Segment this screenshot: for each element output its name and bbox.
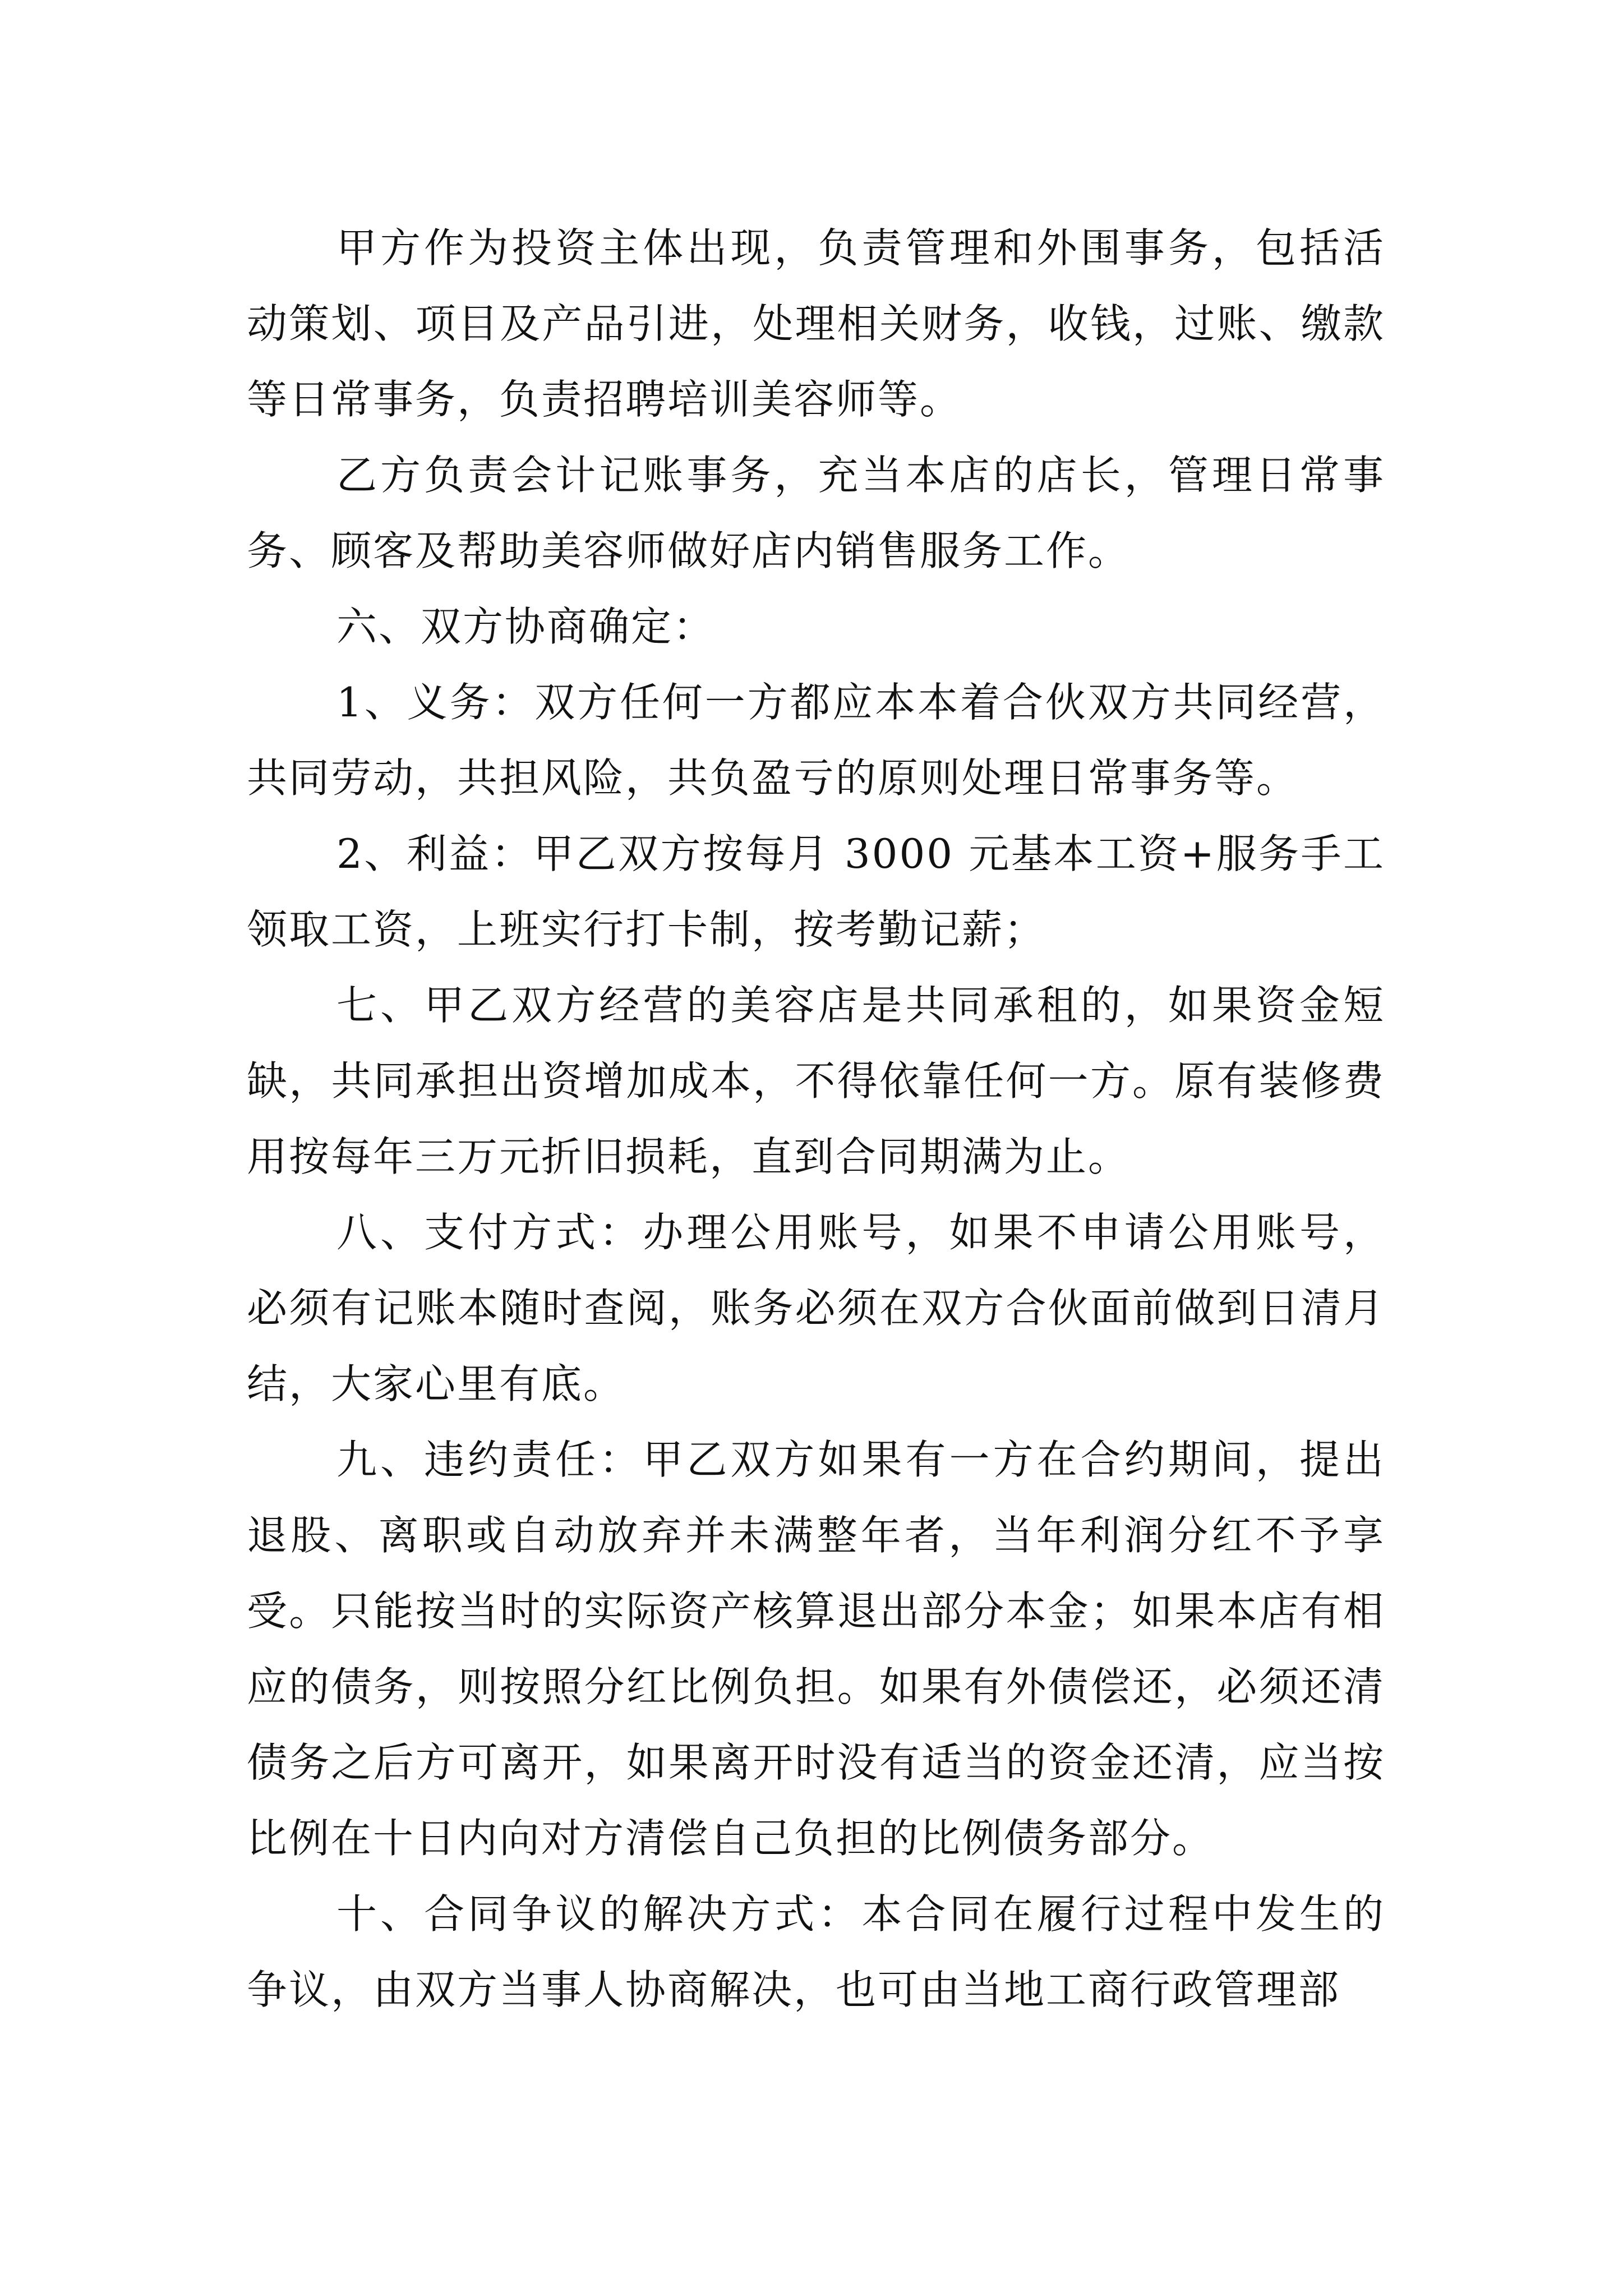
paragraph-benefits: 2、利益：甲乙双方按每月 3000 元基本工资+服务手工领取工资，上班实行打卡制，按考勤记薪； bbox=[247, 830, 1385, 953]
paragraph-obligations: 1、义务：双方任何一方都应本本着合伙双方共同经营，共同劳动，共担风险，共负盈亏的原则处理日常事务等。 bbox=[247, 679, 1385, 802]
section-nine-liability: 九、违约责任：甲乙双方如果有一方在合约期间，提出退股、离职或自动放弃并未满整年者，当年利润分红不予享受。只能按当时的实际资产核算退出部分本金；如果本店有相应的债务，则按照分红比例负担。如果有外债偿还，必须还清债务之后方可离开，如果离开时没有适当的资金还清，应当按比例在十日内向对方清偿自己负担的比例债务部分。 bbox=[247, 1436, 1385, 1862]
paragraph-party-a-duties: 甲方作为投资主体出现，负责管理和外围事务，包括活动策划、项目及产品引进，处理相关财务，收钱，过账、缴款等日常事务，负责招聘培训美容师等。 bbox=[247, 224, 1385, 423]
section-eight-payment: 八、支付方式：办理公用账号，如果不申请公用账号，必须有记账本随时查阅，账务必须在双方合伙面前做到日清月结，大家心里有底。 bbox=[247, 1209, 1385, 1407]
section-heading-six: 六、双方协商确定： bbox=[336, 603, 716, 650]
paragraph-party-b-duties: 乙方负责会计记账事务，充当本店的店长，管理日常事务、顾客及帮助美容师做好店内销售服务工作。 bbox=[247, 452, 1385, 574]
document-body bbox=[247, 210, 1385, 2028]
section-ten-disputes: 十、合同争议的解决方式：本合同在履行过程中发生的争议，由双方当事人协商解决，也可由当地工商行政管理部 bbox=[247, 1890, 1385, 2013]
section-seven-lease: 七、甲乙双方经营的美容店是共同承租的，如果资金短缺，共同承担出资增加成本，不得依靠任何一方。原有装修费用按每年三万元折旧损耗，直到合同期满为止。 bbox=[247, 982, 1385, 1180]
